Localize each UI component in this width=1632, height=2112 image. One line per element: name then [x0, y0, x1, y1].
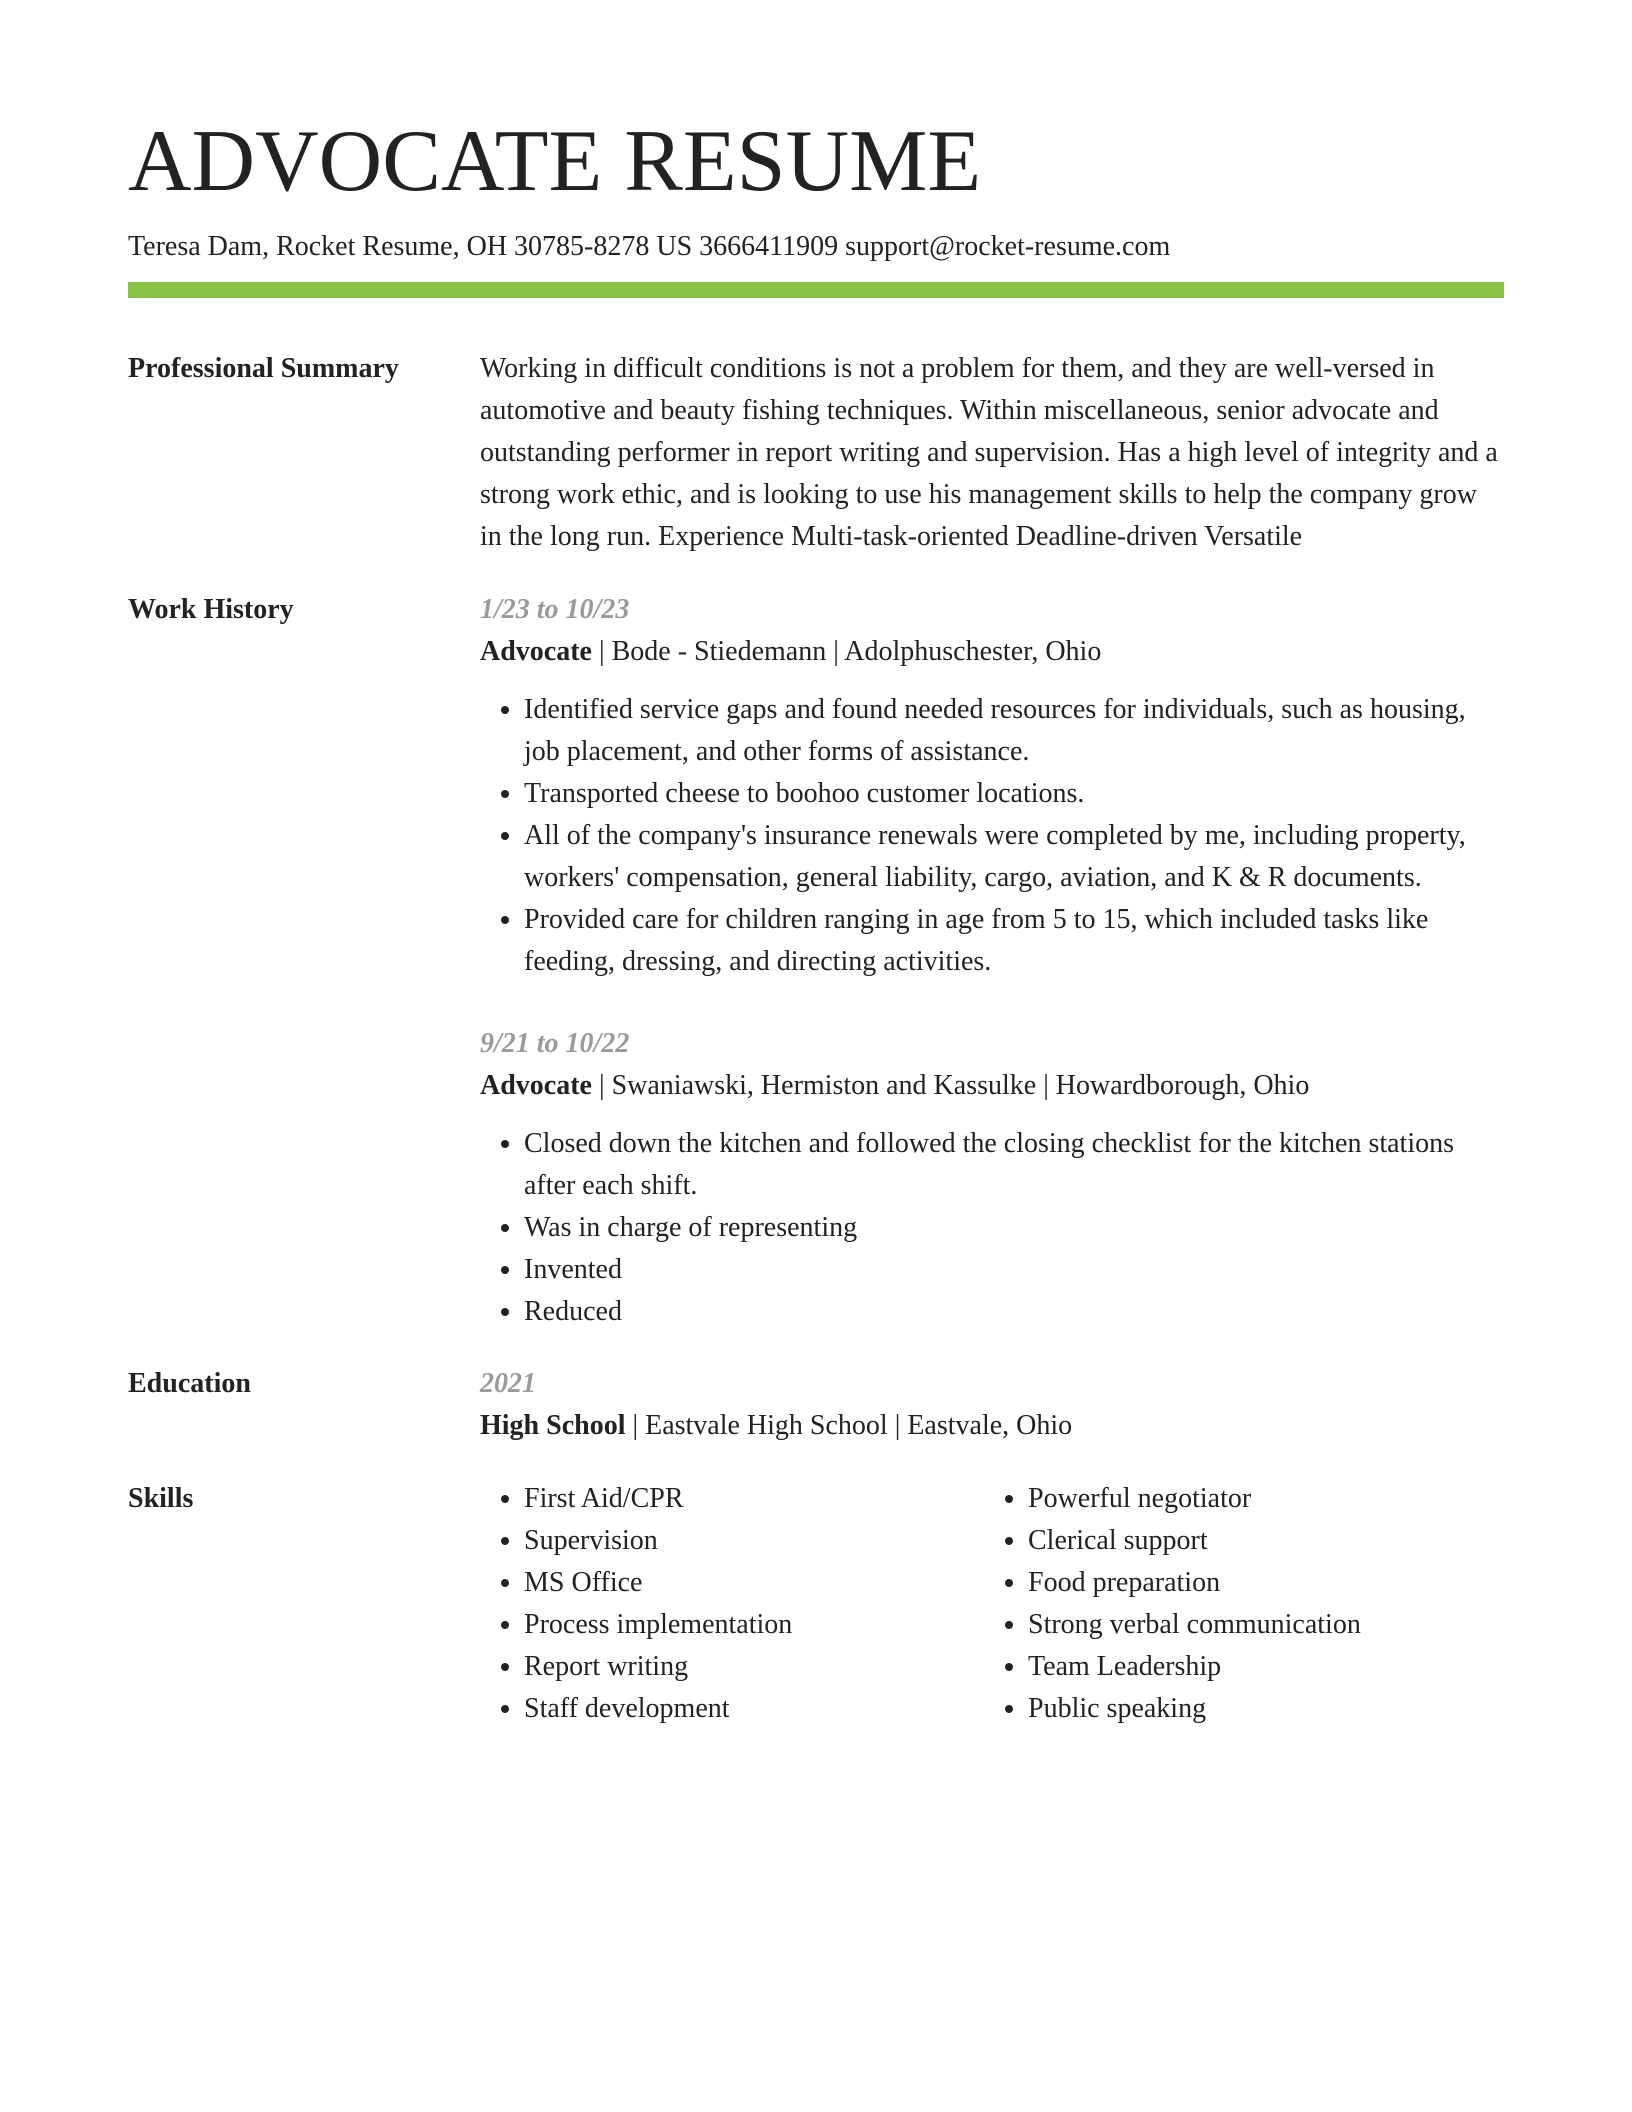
job-employer-location: | Bode - Stiedemann | Adolphuschester, Ohio	[591, 635, 1102, 667]
skill-item: • Public speaking	[1028, 1688, 1508, 1730]
skill-item: • Strong verbal communication	[1028, 1604, 1508, 1646]
education-degree: High School	[480, 1409, 626, 1441]
job-duties-list	[480, 1123, 1504, 1333]
skills-column-1	[480, 1478, 984, 1730]
job-duties-list	[480, 689, 1504, 983]
summary-text: Working in difficult conditions is not a problem for them, and they are well-versed in automotive and beauty fishing techniques. Within miscellaneous, senior advocate and outstanding performer in report writing and supervision. Has a high level of integrity and a strong work ethic, and is looking to use his management skills to help the company grow in the long run. Experience Multi-task-oriented Deadline-driven Versatile	[480, 352, 1498, 552]
job-dates: 9/21 to 10/22	[480, 1027, 630, 1059]
skill-item: • Process implementation	[524, 1604, 984, 1646]
resume-title: ADVOCATE RESUME	[128, 113, 982, 210]
work-history-section	[128, 589, 1504, 1333]
job-duty: • Identified service gaps and found needed resources for individuals, such as housing, job placement, and other forms of assistance.	[524, 689, 1504, 773]
summary-section	[128, 348, 1504, 558]
skill-item: • Report writing	[524, 1646, 984, 1688]
skill-item: • Clerical support	[1028, 1520, 1508, 1562]
job-dates: 1/23 to 10/23	[480, 593, 630, 625]
job-duty: • Closed down the kitchen and followed the closing checklist for the kitchen stations after each shift.	[524, 1123, 1504, 1207]
skill-item: • Powerful negotiator	[1028, 1478, 1508, 1520]
work-history-body	[480, 589, 1504, 1333]
job-duty: • Provided care for children ranging in age from 5 to 15, which included tasks like feeding, dressing, and directing activities.	[524, 899, 1504, 983]
education-year: 2021	[480, 1367, 536, 1399]
education-line	[480, 1405, 1504, 1447]
contact-line: Teresa Dam, Rocket Resume, OH 30785-8278 US 3666411909 support@rocket-resume.com	[128, 231, 1171, 262]
skills-section	[128, 1478, 1504, 1730]
education-section	[128, 1363, 1504, 1447]
education-heading: Education	[128, 1367, 251, 1399]
job-employer-location: | Swaniawski, Hermiston and Kassulke | Howardborough, Ohio	[591, 1069, 1310, 1101]
skills-body	[480, 1478, 1508, 1730]
skill-item: • MS Office	[524, 1562, 984, 1604]
skills-heading: Skills	[128, 1482, 194, 1514]
skill-item: • First Aid/CPR	[524, 1478, 984, 1520]
header-divider	[128, 282, 1504, 298]
summary-heading: Professional Summary	[128, 352, 399, 384]
job-duty: • All of the company's insurance renewals were completed by me, including property, workers' compensation, general liability, cargo, aviation, and K & R documents.	[524, 815, 1504, 899]
skills-column-2	[984, 1478, 1508, 1730]
skill-item: • Team Leadership	[1028, 1646, 1508, 1688]
education-school-location: | Eastvale High School | Eastvale, Ohio	[625, 1409, 1073, 1441]
job-title-line	[480, 631, 1504, 673]
job-duty: • Was in charge of representing	[524, 1207, 1504, 1249]
work-history-heading: Work History	[128, 593, 294, 625]
skill-item: • Food preparation	[1028, 1562, 1508, 1604]
skill-item: • Supervision	[524, 1520, 984, 1562]
skills-grid	[480, 1478, 1508, 1730]
job-role: Advocate	[480, 635, 592, 667]
job-duty: • Invented	[524, 1249, 1504, 1291]
job-entry	[480, 589, 1504, 983]
job-duty: • Transported cheese to boohoo customer locations.	[524, 773, 1504, 815]
job-entry	[480, 1023, 1504, 1333]
job-title-line	[480, 1065, 1504, 1107]
education-body	[480, 1363, 1504, 1447]
job-duty: • Reduced	[524, 1291, 1504, 1333]
skill-item: • Staff development	[524, 1688, 984, 1730]
job-role: Advocate	[480, 1069, 592, 1101]
